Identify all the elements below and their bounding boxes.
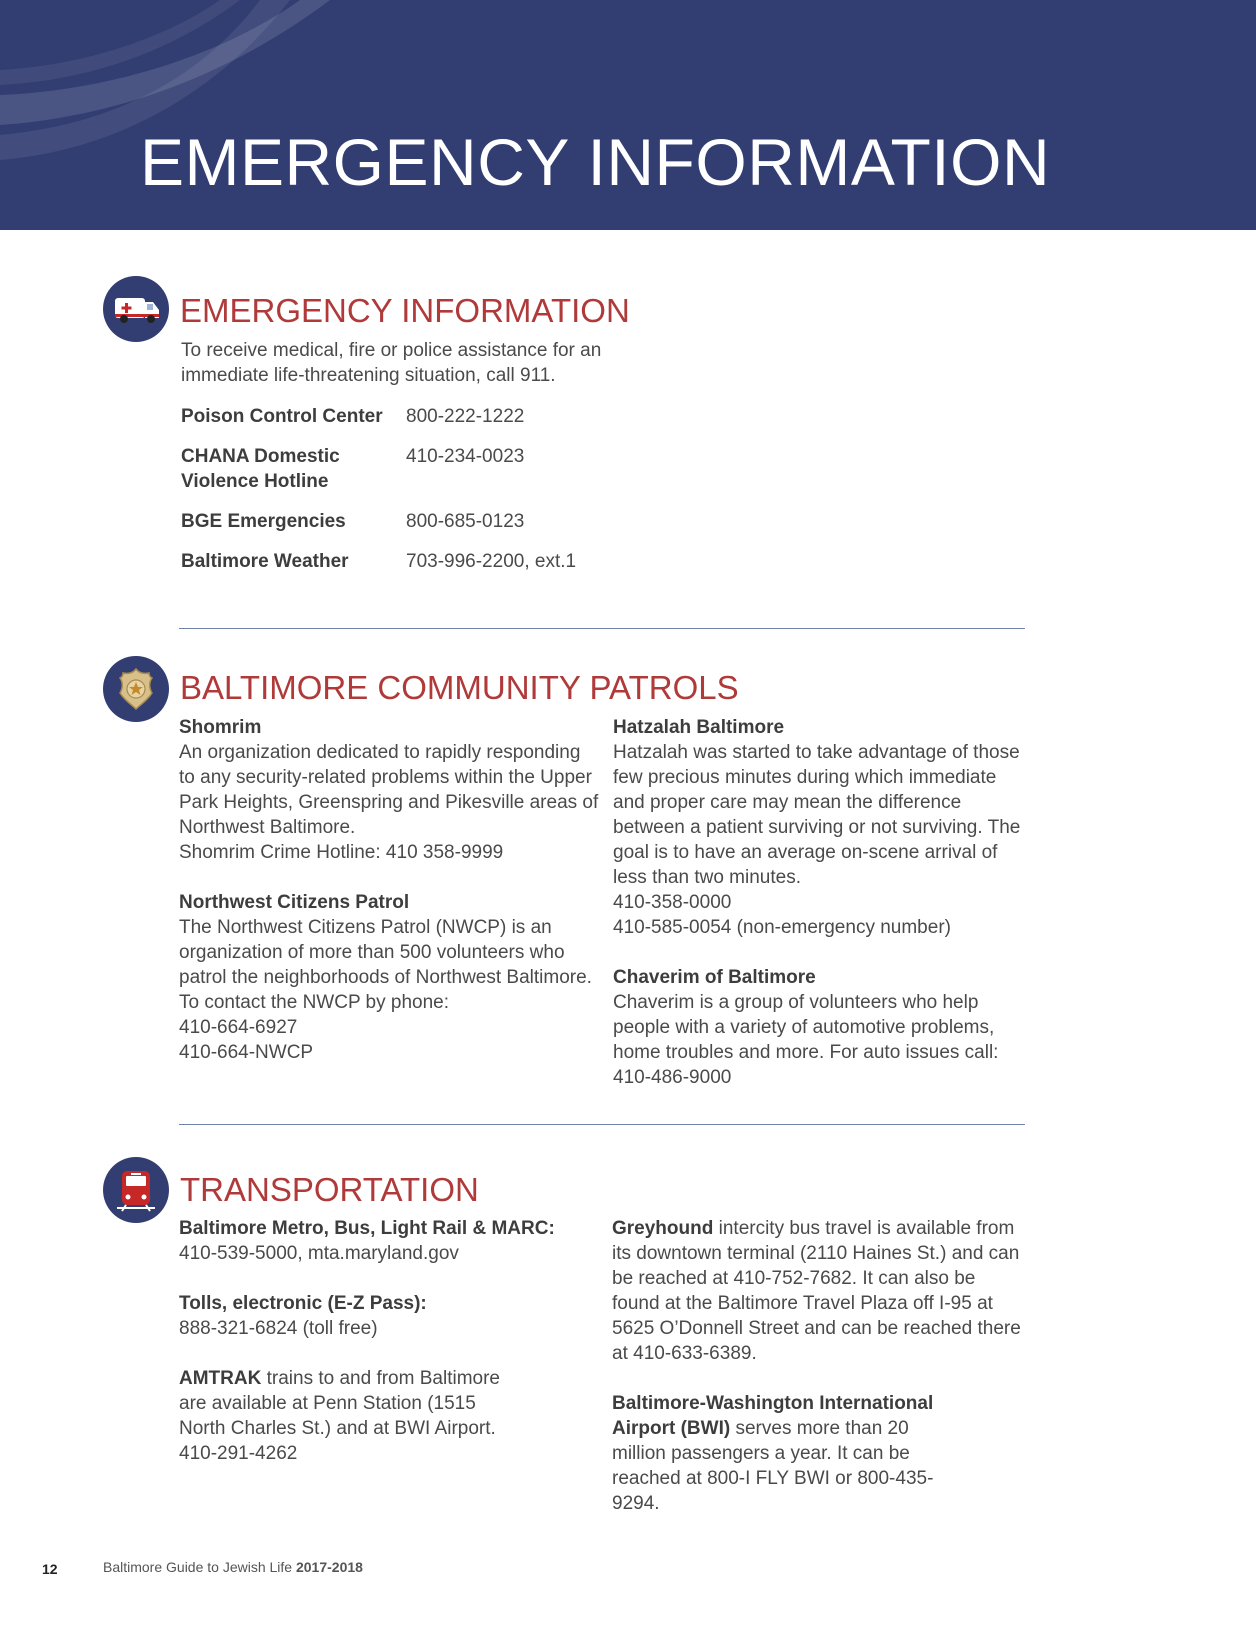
bwi-info: serves more than 20 million passengers a year. It can be reached at 800-I FLY BWI or 800-435-9294. <box>612 1418 934 1514</box>
patrols-left-column <box>179 715 599 1065</box>
publication-year: 2017-2018 <box>295 1559 363 1575</box>
transportation-left-column <box>179 1216 569 1466</box>
page-title: EMERGENCY INFORMATION <box>140 125 1051 199</box>
amtrak-info: trains to and from Baltimore are available at Penn Station (1515 North Charles St.) and at BWI Airport. 410-291-4262 <box>179 1368 500 1464</box>
metro-info: 410-539-5000, mta.maryland.gov <box>179 1243 459 1264</box>
greyhound-name: Greyhound <box>612 1218 714 1239</box>
contact-phone: 703-996-2200, ext.1 <box>406 551 577 572</box>
amtrak-name: AMTRAK <box>179 1368 262 1389</box>
metro-heading: Baltimore Metro, Bus, Light Rail & MARC: <box>179 1218 555 1239</box>
transportation-right-column <box>612 1216 1022 1516</box>
contact-phone: 410-234-0023 <box>406 446 525 467</box>
bwi-name: Baltimore-Washington International Airport (BWI) <box>612 1393 934 1439</box>
contact-name: BGE Emergencies <box>181 511 346 532</box>
contact-name: CHANA Domestic Violence Hotline <box>181 446 340 492</box>
hatzalah-phone-alt: 410-585-0054 (non-emergency number) <box>613 917 951 938</box>
emergency-section-title: EMERGENCY INFORMATION <box>180 292 630 329</box>
emergency-intro: To receive medical, fire or police assistance for an immediate life-threatening situation, call 911. <box>181 340 602 386</box>
greyhound-info: intercity bus travel is available from its downtown terminal (2110 Haines St.) and can be reached at 410-752-7682. It can also be found at the Baltimore Travel Plaza off I-95 at 5625 O’Donnell Street and can be reached there at 410-633-6389. <box>612 1218 1021 1364</box>
section-divider <box>179 628 1025 629</box>
contact-phone: 800-685-0123 <box>406 511 525 532</box>
patrols-section-title: BALTIMORE COMMUNITY PATROLS <box>180 669 739 706</box>
contact-name: Baltimore Weather <box>181 551 349 572</box>
tolls-heading: Tolls, electronic (E-Z Pass): <box>179 1293 427 1314</box>
shomrim-hotline: Shomrim Crime Hotline: 410 358-9999 <box>179 842 504 863</box>
transportation-section-title: TRANSPORTATION <box>180 1171 479 1208</box>
contact-phone: 800-222-1222 <box>406 406 525 427</box>
footer-publication <box>103 1559 363 1575</box>
nwcp-heading: Northwest Citizens Patrol <box>179 892 410 913</box>
greyhound-paragraph <box>612 1216 1022 1366</box>
nwcp-phone-alt: 410-664-NWCP <box>179 1042 314 1063</box>
hatzalah-heading: Hatzalah Baltimore <box>613 717 785 738</box>
shomrim-heading: Shomrim <box>179 717 262 738</box>
patrols-right-column <box>613 715 1023 1090</box>
contact-name: Poison Control Center <box>181 406 383 427</box>
chaverim-heading: Chaverim of Baltimore <box>613 967 816 988</box>
train-icon <box>103 1157 169 1223</box>
bwi-paragraph <box>612 1391 962 1516</box>
tolls-info: 888-321-6824 (toll free) <box>179 1318 378 1339</box>
page-number: 12 <box>42 1561 58 1577</box>
hatzalah-phone: 410-358-0000 <box>613 892 732 913</box>
amtrak-paragraph <box>179 1366 524 1466</box>
nwcp-phone: 410-664-6927 <box>179 1017 298 1038</box>
police-badge-icon <box>103 656 169 722</box>
publication-name: Baltimore Guide to Jewish Life <box>103 1559 293 1575</box>
hatzalah-description: Hatzalah was started to take advantage of those few precious minutes during which immediate and proper care may mean the difference between a patient surviving or not surviving. The goal is to have an average on-scene arrival of less than two minutes. <box>613 742 1021 888</box>
nwcp-description: The Northwest Citizens Patrol (NWCP) is an organization of more than 500 volunteers who patrol the neighborhoods of Northwest Baltimore. To contact the NWCP by phone: <box>179 917 592 1013</box>
ambulance-icon <box>103 276 169 342</box>
shomrim-description: An organization dedicated to rapidly responding to any security-related problems within the Upper Park Heights, Greenspring and Pikesville areas of Northwest Baltimore. <box>179 742 599 838</box>
chaverim-description: Chaverim is a group of volunteers who help people with a variety of automotive problems, home troubles and more. For auto issues call: 410-486-9000 <box>613 992 999 1088</box>
page-header-banner <box>0 0 1256 230</box>
section-divider <box>179 1124 1025 1125</box>
